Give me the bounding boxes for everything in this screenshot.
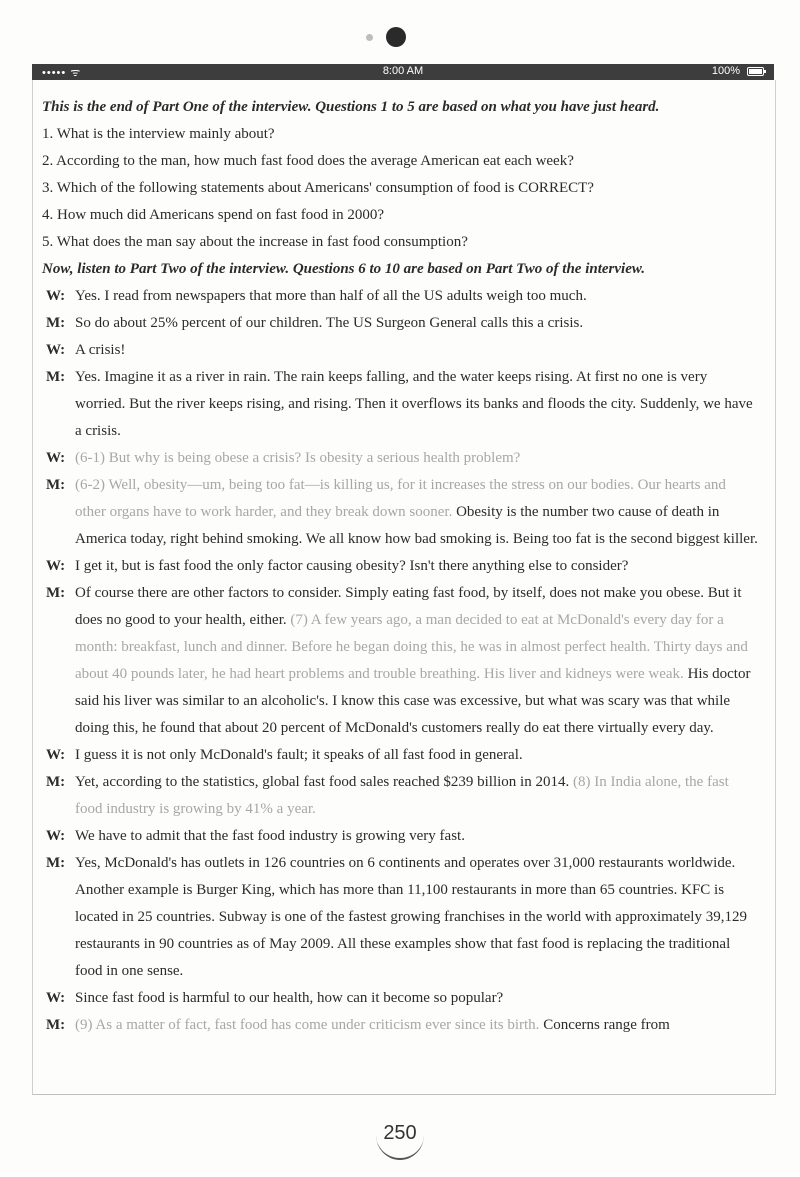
answer-cue-7: (7) A few years ago, a man decided to eat at McDonald's every day for a month: breakfast, lunch and dinner. Before he began doing this, he was in almost perfect health. Thirty days and about 40 pounds later, he had heart problems and trouble breathing. His liver and kidneys were weak. — [75, 612, 748, 682]
dialogue-line — [42, 823, 758, 850]
dialogue-line — [42, 850, 758, 985]
sensor-dot — [366, 34, 373, 41]
dialogue-line — [42, 472, 758, 553]
dialogue-line — [42, 337, 758, 364]
speaker-label: M: — [46, 585, 66, 601]
dialogue-text: Yes. I read from newspapers that more than half of all the US adults weigh too much. — [75, 288, 587, 304]
speaker-label: M: — [46, 774, 66, 790]
dialogue-text: I guess it is not only McDonald's fault; it speaks of all fast food in general. — [75, 747, 523, 763]
dialogue-text: Of course there are other factors to consider. Simply eating fast food, by itself, does not make you obese. But it does no good to your health, either. — [75, 585, 742, 628]
question-item: 4. How much did Americans spend on fast food in 2000? — [42, 207, 385, 223]
question-item: 1. What is the interview mainly about? — [42, 126, 275, 142]
speaker-label: W: — [46, 990, 66, 1006]
dialogue-line — [42, 742, 758, 769]
dialogue-text: A crisis! — [75, 342, 126, 358]
signal-indicator: ••••• ᯤ — [42, 67, 82, 79]
camera-lens — [386, 27, 406, 47]
speaker-label: W: — [46, 828, 66, 844]
speaker-label: W: — [46, 288, 66, 304]
speaker-label: W: — [46, 747, 66, 763]
dialogue-text: Yet, according to the statistics, global fast food sales reached $239 billion in 2014. — [75, 774, 570, 790]
speaker-label: M: — [46, 1017, 66, 1033]
dialogue-line — [42, 364, 758, 445]
dialogue-text: Yes. Imagine it as a river in rain. The rain keeps falling, and the water keeps rising. At first no one is very worried. But the river keeps rising, and rising. Then it overflows its banks and floods the city. Suddenly, we have a crisis. — [75, 369, 753, 439]
dialogue-line — [42, 769, 758, 823]
dialogue-text: Yes, McDonald's has outlets in 126 countries on 6 continents and operates over 31,000 restaurants worldwide. Another example is Burger King, which has more than 11,100 restaurants in more than 65 countries. KFC is located in 25 countries. Subway is one of the fastest growing franchises in the world with approximately 39,129 restaurants in 90 countries as of May 2009. All these examples show that fast food is replacing the traditional food in one sense. — [75, 855, 747, 979]
dialogue-line — [42, 445, 758, 472]
question-item: 3. Which of the following statements about Americans' consumption of food is CORRECT? — [42, 180, 594, 196]
speaker-label: W: — [46, 558, 66, 574]
dialogue-text: I get it, but is fast food the only factor causing obesity? Isn't there anything else to consider? — [75, 558, 629, 574]
question-item: 2. According to the man, how much fast food does the average American eat each week? — [42, 153, 574, 169]
dialogue-text: Since fast food is harmful to our health, how can it become so popular? — [75, 990, 504, 1006]
dialogue-line — [42, 283, 758, 310]
answer-cue-9: (9) As a matter of fact, fast food has come under criticism ever since its birth. — [75, 1017, 540, 1033]
dialogue-text: So do about 25% percent of our children. The US Surgeon General calls this a crisis. — [75, 315, 584, 331]
speaker-label: M: — [46, 369, 66, 385]
transcript-page — [42, 94, 758, 1039]
question-item: 5. What does the man say about the increase in fast food consumption? — [42, 234, 468, 250]
dialogue-line — [42, 553, 758, 580]
dialogue-text: We have to admit that the fast food industry is growing very fast. — [75, 828, 465, 844]
battery-icon — [747, 67, 764, 76]
speaker-label: M: — [46, 855, 66, 871]
dialogue-line — [42, 310, 758, 337]
answer-cue-8: (8) In India alone, the fast food industry is growing by 41% a year. — [75, 774, 729, 817]
dialogue-text: His doctor said his liver was similar to an alcoholic's. I know this case was excessive, but what was scary was that while doing this, he found that about 20 percent of McDonald's customers really do eat there virtually every day. — [75, 666, 751, 736]
page-number: 250 — [376, 1110, 424, 1160]
battery-percent: 100% — [711, 65, 740, 77]
camera-area — [0, 27, 800, 49]
part-one-heading: This is the end of Part One of the interview. Questions 1 to 5 are based on what you have just heard. — [42, 99, 660, 115]
status-bar — [32, 64, 774, 80]
dialogue-text: Obesity is the number two cause of death in America today, right behind smoking. We all know how bad smoking is. Being too fat is the second biggest killer. — [75, 504, 758, 547]
dialogue-line — [42, 580, 758, 742]
dialogue-line — [42, 1012, 758, 1039]
speaker-label: W: — [46, 450, 66, 466]
part-two-heading: Now, listen to Part Two of the interview. Questions 6 to 10 are based on Part Two of the interview. — [42, 261, 646, 277]
answer-cue-6-2: (6-2) Well, obesity—um, being too fat—is killing us, for it increases the stress on our bodies. Our hearts and other organs have to work harder, and they break down sooner. — [75, 477, 726, 520]
dialogue-line — [42, 985, 758, 1012]
speaker-label: M: — [46, 477, 66, 493]
dialogue-text: Concerns range from — [543, 1017, 670, 1033]
speaker-label: M: — [46, 315, 66, 331]
speaker-label: W: — [46, 342, 66, 358]
clock: 8:00 AM — [382, 65, 424, 77]
answer-cue-6-1: (6-1) But why is being obese a crisis? Is obesity a serious health problem? — [75, 450, 521, 466]
